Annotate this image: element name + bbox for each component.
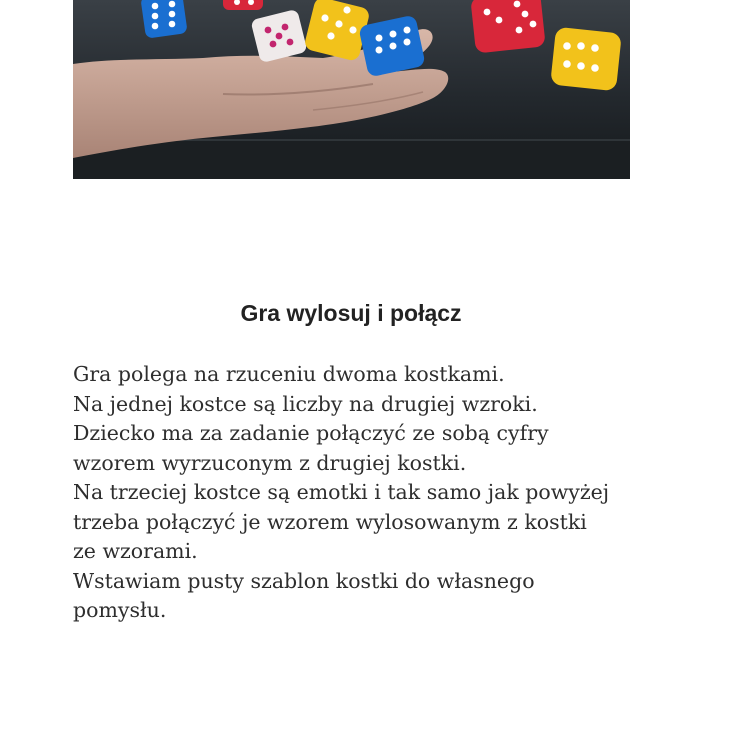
article-line: Dziecko ma za zadanie połączyć ze sobą cyfry [73, 421, 549, 445]
dice-in-hand-image [73, 0, 630, 179]
article-line: trzeba połączyć je wzorem wylosowanym z kostki [73, 509, 587, 534]
yellow-die-right [550, 27, 622, 92]
article-line: Na trzeciej kostce są emotki i tak samo jak powyżej [73, 480, 610, 504]
article-line: pomysłu. [73, 598, 167, 622]
article-title: Gra wylosuj i połącz [240, 300, 462, 326]
article-line: Gra polega na rzuceniu dwoma kostkami. [73, 362, 505, 386]
article-body [73, 360, 643, 626]
article-line: Wstawiam pusty szablon kostki do własnego [73, 568, 535, 593]
red-die-top [223, 0, 263, 10]
blue-die-left [140, 0, 187, 39]
red-die-right [470, 0, 545, 54]
article-line: ze wzorami. [73, 539, 198, 563]
article-line: wzorem wyrzuconym z drugiej kostki. [73, 450, 467, 475]
dice-in-hand-illustration [73, 0, 630, 179]
article-line: Na jednej kostce są liczby na drugiej wzroki. [73, 391, 538, 416]
